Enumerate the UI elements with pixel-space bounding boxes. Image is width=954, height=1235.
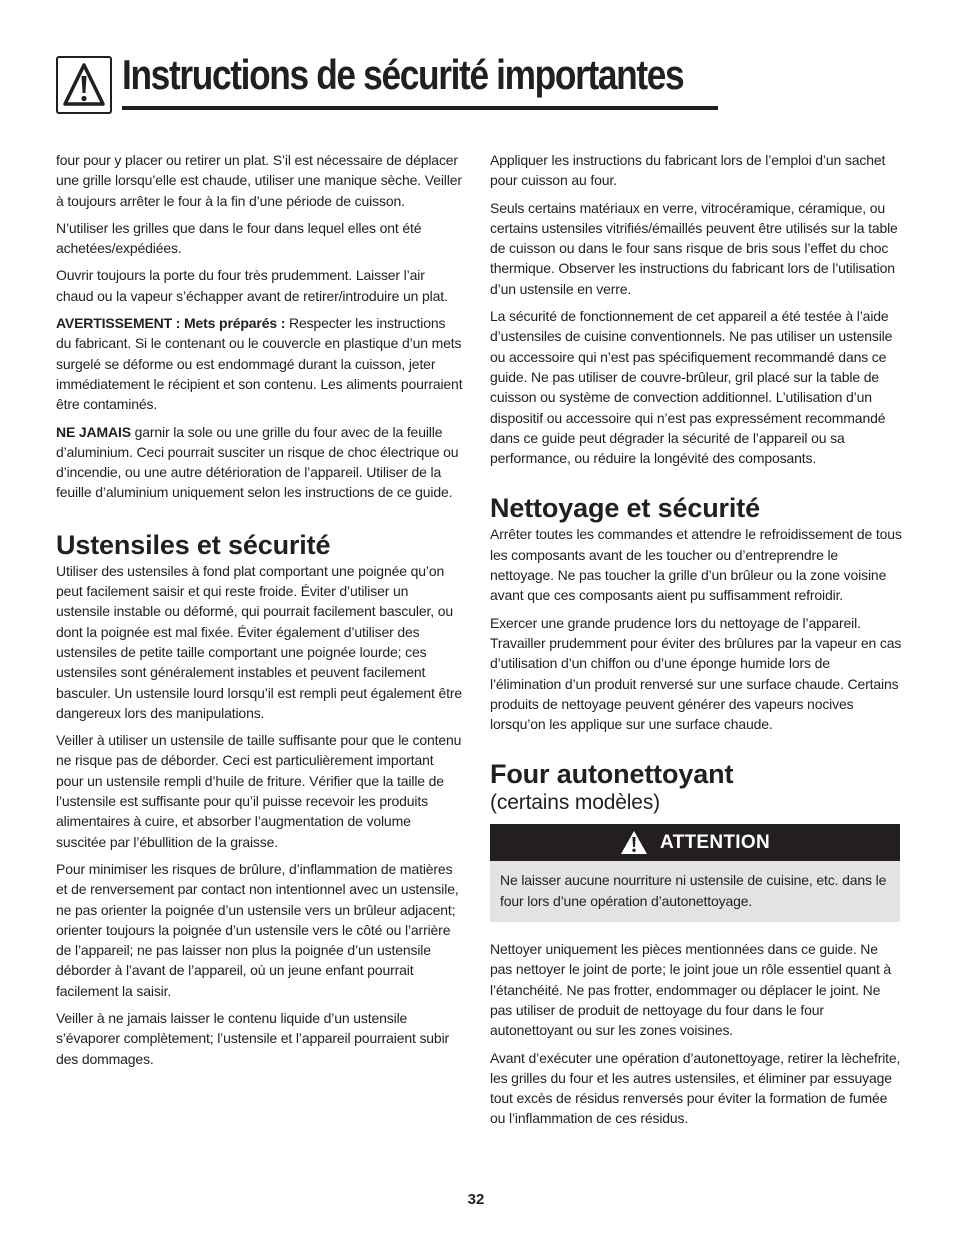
warning-triangle-icon [56, 56, 112, 114]
warning-lead: AVERTISSEMENT : Mets préparés : [56, 315, 286, 332]
page-header [56, 50, 718, 116]
never-paragraph [56, 422, 464, 503]
paragraph: Arrêter toutes les commandes et attendre le refroidissement de tous les composants avant de les toucher ou d’entreprendre le nettoyage. Ne pas toucher la grille d’un brûleur ou la zone voisine avant que ces composants aient pu suffisamment refroidir. [490, 526, 902, 604]
section-heading-four: Four autonettoyant [490, 759, 734, 790]
paragraph: Veiller à utiliser un ustensile de taille suffisante pour que le contenu ne risque pas de déborder. Ceci est particulièrement important pour un ustensile rempli d’huile de friture. Vérifier que la taille de l’ustensile est suffisante pour qu’il puisse recevoir les produits alimentaires à cuire, et absorber l’augmentation de volume suscitée par l’ébullition de la graisse. [56, 732, 462, 850]
section-heading-nettoyage: Nettoyage et sécurité [490, 493, 760, 524]
never-lead: NE JAMAIS [56, 423, 131, 440]
paragraph: four pour y placer ou retirer un plat. S’il est nécessaire de déplacer une grille lorsqu’elle est chaude, utiliser une manique sèche. Veiller à toujours arrêter le four à la fin d’une période de cuisson. [56, 152, 462, 209]
paragraph: Utiliser des ustensiles à fond plat comportant une poignée qu’on peut facilement saisir et qui reste froide. Éviter d’utiliser un ustensile instable ou déformé, qui pourrait facilement basculer, ou dont la poignée est mal fixée. Éviter également d’utiliser des ustensiles de petite taille comportant une poignée lourde; ces ustensiles sont généralement instables et peuvent facilement basculer. Un ustensile lourd lorsqu’il est rempli peut également être dangereux lors des manipulations. [56, 562, 462, 721]
title-underline [122, 106, 718, 110]
attention-box [490, 824, 900, 922]
paragraph: La sécurité de fonctionnement de cet appareil a été testée à l’aide d’ustensiles de cuisine conventionnels. Ne pas utiliser un ustensile ou accessoire qui n’est pas spécifiquement recommandé dans ce guide. Ne pas utiliser de couvre-brûleur, gril placé sur la table de cuisson ou système de convection additionnel. L’utilisation d’un dispositif ou accessoire qui n’est pas expressément recommandé dans ce guide peut dégrader la sécurité de l’appareil ou sa performance, ou réduire la longévité des composants. [490, 308, 893, 467]
paragraph: Ouvrir toujours la porte du four très prudemment. Laisser l’air chaud ou la vapeur s’échapper avant de retirer/introduire un plat. [56, 267, 448, 304]
paragraph: Nettoyer uniquement les pièces mentionnées dans ce guide. Ne pas nettoyer le joint de porte; le joint joue un rôle essentiel quant à l’étanchéité. Ne pas frotter, endommager ou déplacer le joint. Ne pas utiliser de produit de nettoyage du four dans le four autonettoyant ou sur les zones voisines. [490, 941, 892, 1039]
paragraph: Exercer une grande prudence lors du nettoyage de l’appareil. Travailler prudemment pour éviter des brûlures par la vapeur en cas d’utilisation d’un chiffon ou d’une éponge humide lors de l’élimination d’un produit renversé sur une surface chaude. Certains produits de nettoyage peuvent générer des vapeurs nocives lorsqu’on les applique sur une surface chaude. [490, 614, 902, 733]
left-column [56, 150, 464, 1076]
attention-label: ATTENTION [659, 831, 770, 853]
section-heading-ustensiles: Ustensiles et sécurité [56, 529, 331, 560]
warning-text: Respecter les instructions du fabricant. Si le contenant ou le couvercle en plastique d’un mets surgelé se déforme ou est endommagé durant la cuisson, jeter immédiatement le récipient et son contenu. Les aliments pourraient être contaminés. [56, 315, 463, 413]
paragraph: Seuls certains matériaux en verre, vitrocéramique, céramique, ou certains ustensiles vitrifiés/émaillés peuvent être utilisés sur la table de cuisson ou dans le four sans risque de bris sous l’effet du choc thermique. Observer les instructions du fabricant lors de l’utilisation d’un ustensile en verre. [490, 199, 898, 297]
paragraph: Appliquer les instructions du fabricant lors de l’emploi d’un sachet pour cuisson au four. [490, 152, 886, 189]
right-column [490, 150, 902, 1136]
never-text: garnir la sole ou une grille du four avec de la feuille d’aluminium. Ceci pourrait susciter un risque de choc électrique ou d’incendie, ou une autre détérioration de l’appareil. Utiliser de la feuille d’aluminium uniquement selon les instructions de ce guide. [56, 423, 459, 501]
paragraph: Veiller à ne jamais laisser le contenu liquide d’un ustensile s’évaporer complètement; l’ustensile et l’appareil pourraient subir des dommages. [56, 1009, 450, 1067]
warning-triangle-icon [620, 830, 648, 855]
section-subtitle: (certains modèles) [490, 791, 661, 815]
attention-header [490, 824, 900, 861]
paragraph: N’utiliser les grilles que dans le four dans lequel elles ont été achetées/expédiées. [56, 219, 422, 257]
page-number: 32 [467, 1191, 485, 1208]
paragraph: Avant d’exécuter une opération d’autonettoyage, retirer la lèchefrite, les grilles du four et les autres ustensiles, et éliminer par essuyage tout excès de résidus renversés pour éviter la formation de fumée ou l’inflammation de ces résidus. [490, 1049, 901, 1127]
attention-text: Ne laisser aucune nourriture ni ustensile de cuisine, etc. dans le four lors d’une opération d’autonettoyage. [490, 861, 900, 922]
page-title: Instructions de sécurité importantes [122, 51, 684, 98]
paragraph: Pour minimiser les risques de brûlure, d’inflammation de matières et de renversement par contact non intentionnel avec un ustensile, ne pas orienter la poignée d’un ustensile vers un brûleur adjacent; orienter toujours la poignée d’un ustensile vers le côté ou l’arrière de l’appareil; ne pas laisser non plus la poignée d’un ustensile déborder à l’avant de l’appareil, où un jeune enfant pourrait facilement la saisir. [56, 860, 459, 999]
warning-paragraph [56, 313, 464, 414]
